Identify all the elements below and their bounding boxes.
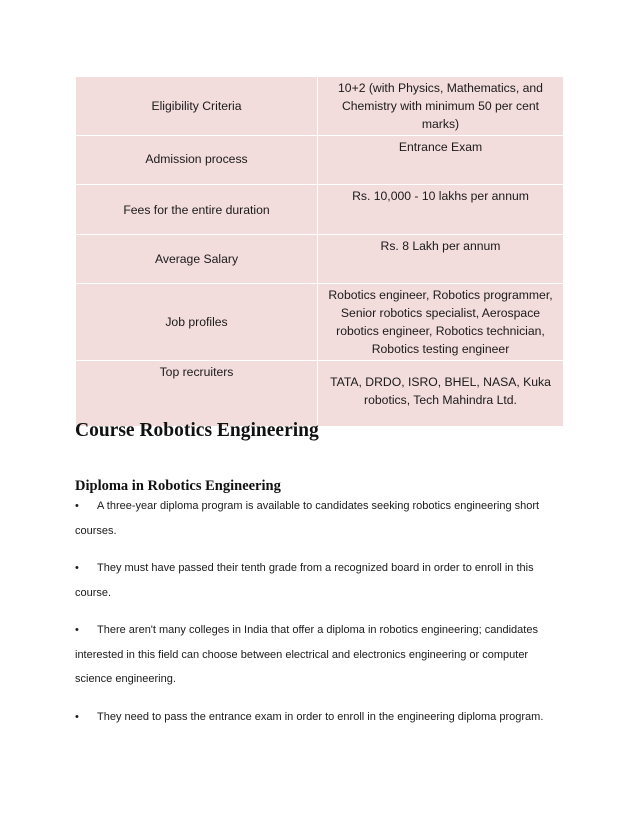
table-cell-value: TATA, DRDO, ISRO, BHEL, NASA, Kuka robotics, Tech Mahindra Ltd. [318, 361, 564, 427]
table-cell-label: Fees for the entire duration [76, 185, 318, 235]
table-row [76, 361, 564, 427]
table-cell-value: Rs. 8 Lakh per annum [318, 235, 564, 284]
table-cell-label: Eligibility Criteria [76, 77, 318, 136]
table-cell-value: Robotics engineer, Robotics programmer, Senior robotics specialist, Aerospace robotics engineer, Robotics technician, Robotics testing engineer [318, 284, 564, 361]
bullet-icon: • [75, 562, 79, 574]
table-cell-value: Rs. 10,000 - 10 lakhs per annum [318, 185, 564, 235]
list-item [75, 494, 565, 543]
table-cell-label: Top recruiters [76, 361, 318, 427]
subsection-title: Diploma in Robotics Engineering [75, 478, 281, 494]
section-title: Course Robotics Engineering [75, 420, 319, 441]
list-item [75, 705, 565, 730]
bullet-icon: • [75, 624, 79, 636]
bullet-icon: • [75, 710, 79, 723]
bullet-icon: • [75, 500, 79, 512]
list-item-text: They must have passed their tenth grade from a recognized board in order to enroll in this course. [75, 562, 534, 599]
table-row [76, 77, 564, 136]
table-row [76, 185, 564, 235]
table-row [76, 284, 564, 361]
list-item [75, 618, 565, 692]
list-item [75, 556, 565, 605]
table-row [76, 136, 564, 185]
list-item-text: There aren't many colleges in India that offer a diploma in robotics engineering; candidates interested in this field can choose between electrical and electronics engineering or computer science engineering. [75, 624, 538, 685]
course-info-table [75, 76, 564, 427]
table-row [76, 235, 564, 284]
table-cell-label: Admission process [76, 136, 318, 185]
bullet-list [75, 494, 565, 742]
list-item-text: A three-year diploma program is available to candidates seeking robotics engineering short courses. [75, 500, 540, 537]
table-cell-label: Job profiles [76, 284, 318, 361]
table-cell-value: Entrance Exam [318, 136, 564, 185]
list-item-text: They need to pass the entrance exam in order to enroll in the engineering diploma program. [97, 710, 544, 723]
table-cell-value: 10+2 (with Physics, Mathematics, and Chemistry with minimum 50 per cent marks) [318, 77, 564, 136]
table-cell-label: Average Salary [76, 235, 318, 284]
